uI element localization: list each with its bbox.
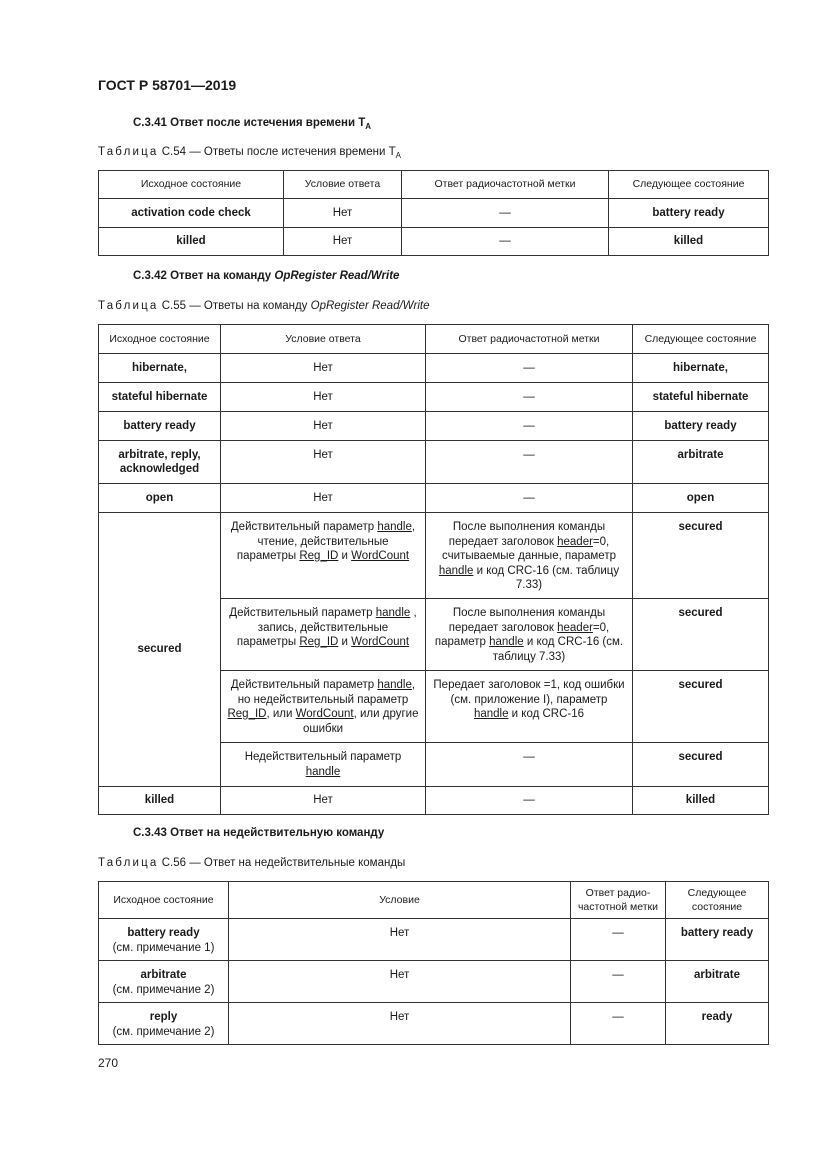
state-name: arbitrate: [140, 969, 187, 981]
initial-state-cell: stateful hibernate: [99, 383, 221, 412]
response-cell: —: [426, 787, 633, 815]
param-header: header: [557, 535, 593, 548]
condition-cell: Нет: [229, 1003, 571, 1045]
next-state-cell: killed: [633, 787, 769, 815]
response-cell: —: [571, 919, 666, 961]
table-caption-c54: [98, 146, 401, 160]
note-ref: (см. примечание 2): [112, 983, 215, 996]
column-header: Условие: [229, 882, 571, 919]
document-header: ГОСТ Р 58701—2019: [98, 77, 237, 93]
table-row: [99, 961, 769, 1003]
text: Недействительный параметр: [244, 751, 402, 763]
initial-state-cell: arbitrate, reply, acknowledged: [99, 441, 221, 484]
response-cell: [426, 513, 633, 599]
text: и: [338, 550, 352, 562]
table-row: [99, 354, 769, 383]
text: , запись, действительные параметры: [236, 607, 417, 648]
param-handle: handle: [438, 564, 474, 577]
caption-text: С.56 — Ответ на недействительные команды: [161, 857, 406, 869]
column-header: Исходное состояние: [99, 171, 284, 199]
heading-subscript: A: [365, 122, 372, 131]
next-state-cell: ready: [666, 1003, 769, 1045]
next-state-cell: open: [633, 484, 769, 513]
response-cell: —: [426, 412, 633, 441]
text: , или другие ошибки: [302, 708, 419, 735]
response-cell: —: [426, 441, 633, 484]
text: Действительный параметр: [230, 521, 375, 533]
response-cell: —: [426, 354, 633, 383]
condition-cell: Нет: [229, 961, 571, 1003]
text: и код CRC-16: [508, 708, 585, 720]
text: Передает заголовок =1, код ошибки (см. приложение I), параметр: [433, 679, 625, 706]
param-reg-id: Reg_ID: [299, 550, 339, 562]
param-wordcount: WordCount: [351, 550, 410, 562]
param-handle: handle: [489, 636, 524, 648]
condition-cell: Нет: [221, 441, 426, 484]
response-cell: [426, 671, 633, 743]
caption-label: Таблица: [98, 300, 159, 312]
initial-state-cell: activation code check: [99, 199, 284, 228]
initial-state-cell: killed: [99, 787, 221, 815]
caption-text: С.54 — Ответы после истечения времени T: [161, 146, 396, 158]
table-c54: [98, 170, 769, 256]
heading-text: С.3.41 Ответ после истечения времени T: [133, 117, 366, 129]
text: Действительный параметр: [230, 679, 375, 691]
note-ref: (см. примечание 2): [112, 1025, 215, 1038]
table-row: [99, 787, 769, 815]
condition-cell: Нет: [229, 919, 571, 961]
response-cell: —: [402, 199, 609, 228]
next-state-cell: arbitrate: [666, 961, 769, 1003]
param-handle: handle: [305, 765, 341, 778]
table-c56: [98, 881, 769, 1045]
column-header: Следующее состояние: [633, 325, 769, 354]
column-header: Условие ответа: [284, 171, 402, 199]
condition-cell: [221, 513, 426, 599]
next-state-cell: killed: [609, 228, 769, 256]
text: =0, считываемые данные, параметр: [442, 535, 616, 562]
next-state-cell: arbitrate: [633, 441, 769, 484]
note-ref: (см. примечание 1): [112, 941, 215, 954]
table-row: [99, 199, 769, 228]
condition-cell: Нет: [221, 383, 426, 412]
section-heading-c342: [133, 270, 399, 282]
param-header: header: [557, 621, 593, 634]
table-row: [99, 1003, 769, 1045]
text: , или: [266, 708, 293, 720]
condition-cell: Нет: [221, 412, 426, 441]
initial-state-cell: secured: [99, 513, 221, 787]
next-state-cell: hibernate,: [633, 354, 769, 383]
page-number: 270: [98, 1056, 119, 1070]
response-cell: —: [426, 743, 633, 787]
table-row: [99, 228, 769, 256]
table-header-row: [99, 882, 769, 919]
param-handle: handle: [377, 679, 412, 691]
caption-command: OpRegister Read/Write: [310, 300, 430, 312]
param-reg-id: Reg_ID: [227, 708, 267, 720]
param-wordcount: WordCount: [351, 636, 410, 648]
caption-label: Таблица: [98, 146, 159, 158]
param-handle: handle: [375, 607, 411, 619]
table-caption-c56: [98, 857, 405, 869]
column-header: Ответ радиочастотной метки: [402, 171, 609, 199]
response-cell: —: [402, 228, 609, 256]
text: =0, параметр: [434, 621, 610, 648]
next-state-cell: stateful hibernate: [633, 383, 769, 412]
initial-state-cell: open: [99, 484, 221, 513]
table-row: [99, 513, 769, 599]
column-header: Следующее состояние: [666, 882, 769, 919]
section-heading-c341: [133, 117, 371, 131]
table-c55: [98, 324, 769, 815]
condition-cell: Нет: [221, 354, 426, 383]
text: После выполнения команды передает заголовок: [448, 521, 606, 548]
next-state-cell: battery ready: [609, 199, 769, 228]
next-state-cell: battery ready: [633, 412, 769, 441]
text: , но недействительный параметр: [237, 679, 416, 706]
initial-state-cell: hibernate,: [99, 354, 221, 383]
param-wordcount: WordCount: [295, 708, 354, 720]
text: Действительный параметр: [229, 607, 373, 619]
response-cell: —: [571, 1003, 666, 1045]
initial-state-cell: killed: [99, 228, 284, 256]
condition-cell: Нет: [221, 787, 426, 815]
condition-cell: [221, 599, 426, 671]
text: и код CRC-16 (см. таблицу 7.33): [492, 636, 624, 663]
state-name: battery ready: [127, 927, 200, 939]
table-row: [99, 484, 769, 513]
next-state-cell: secured: [633, 513, 769, 599]
initial-state-cell: battery ready: [99, 412, 221, 441]
text: После выполнения команды передает заголовок: [448, 607, 606, 634]
condition-cell: [221, 671, 426, 743]
column-header: Ответ радиочастотной метки: [426, 325, 633, 354]
response-cell: [426, 599, 633, 671]
text: и код CRC-16 (см. таблицу 7.33): [473, 564, 620, 591]
param-handle: handle: [377, 521, 412, 533]
response-cell: —: [426, 484, 633, 513]
next-state-cell: secured: [633, 671, 769, 743]
section-heading-c343: С.3.43 Ответ на недействительную команду: [133, 827, 385, 839]
response-cell: —: [426, 383, 633, 412]
condition-cell: Нет: [221, 484, 426, 513]
next-state-cell: secured: [633, 599, 769, 671]
table-header-row: [99, 171, 769, 199]
caption-label: Таблица: [98, 857, 159, 869]
column-header: Условие ответа: [221, 325, 426, 354]
column-header: Ответ радио-частотной метки: [571, 882, 666, 919]
table-row: [99, 383, 769, 412]
caption-text: С.55 — Ответы на команду: [161, 300, 311, 312]
caption-subscript: A: [395, 151, 401, 160]
column-header: Следующее состояние: [609, 171, 769, 199]
column-header: Исходное состояние: [99, 325, 221, 354]
initial-state-cell: [99, 919, 229, 961]
next-state-cell: secured: [633, 743, 769, 787]
condition-cell: Нет: [284, 199, 402, 228]
column-header: Исходное состояние: [99, 882, 229, 919]
response-cell: —: [571, 961, 666, 1003]
table-caption-c55: [98, 300, 430, 312]
param-handle: handle: [473, 708, 509, 720]
condition-cell: [221, 743, 426, 787]
table-header-row: [99, 325, 769, 354]
table-row: [99, 919, 769, 961]
heading-text: С.3.42 Ответ на команду: [133, 270, 275, 282]
param-reg-id: Reg_ID: [299, 636, 339, 648]
heading-command: OpRegister Read/Write: [274, 270, 400, 282]
next-state-cell: battery ready: [666, 919, 769, 961]
text: и: [338, 636, 348, 648]
state-name: reply: [149, 1011, 178, 1023]
table-row: [99, 441, 769, 484]
table-row: [99, 412, 769, 441]
initial-state-cell: [99, 961, 229, 1003]
text: , чтение, действительные параметры: [236, 521, 416, 562]
condition-cell: Нет: [284, 228, 402, 256]
initial-state-cell: [99, 1003, 229, 1045]
